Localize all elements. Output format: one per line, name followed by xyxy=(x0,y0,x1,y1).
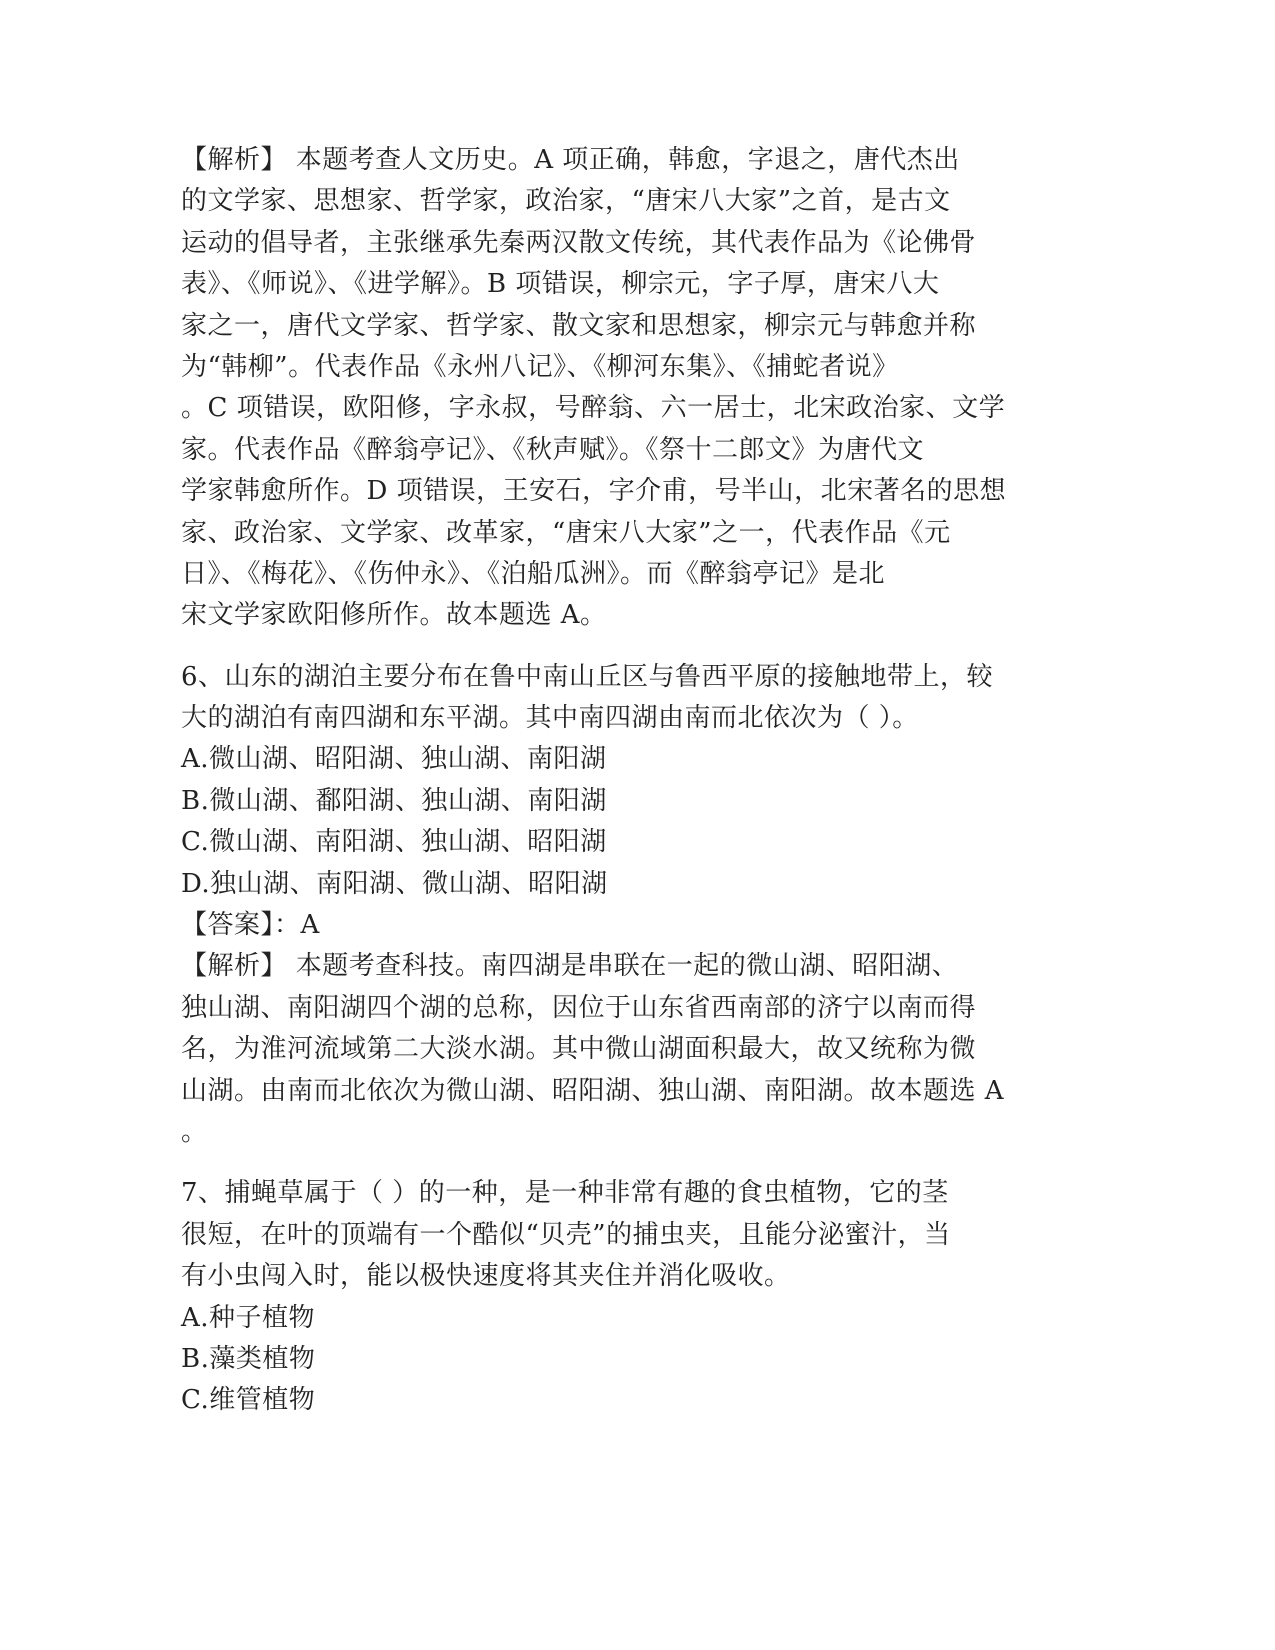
option-b: B.微山湖、鄱阳湖、独山湖、南阳湖 xyxy=(181,785,607,816)
text-line: 家之一，唐代文学家、哲学家、散文家和思想家，柳宗元与韩愈并称 xyxy=(181,310,977,341)
option-b: B.藻类植物 xyxy=(181,1343,316,1374)
paragraph-gap xyxy=(181,637,1041,657)
analysis-line: 【解析】 本题考查科技。南四湖是串联在一起的微山湖、昭阳湖、 xyxy=(181,951,959,982)
question-stem-line: 7、捕蝇草属于（ ）的一种，是一种非常有趣的食虫植物，它的茎 xyxy=(181,1178,949,1209)
text-line: 。C 项错误，欧阳修，字永叔，号醉翁、六一居士，北宋政治家、文学 xyxy=(181,393,1006,424)
paragraph-gap xyxy=(181,1153,1041,1173)
question-stem-line: 很短，在叶的顶端有一个酷似“贝壳”的捕虫夹，且能分泌蜜汁，当 xyxy=(181,1219,951,1250)
analysis-line: 独山湖、南阳湖四个湖的总称，因位于山东省西南部的济宁以南而得 xyxy=(181,992,977,1023)
option-c: C.维管植物 xyxy=(181,1385,316,1416)
text-line: 学家韩愈所作。D 项错误，王安石，字介甫，号半山，北宋著名的思想 xyxy=(181,476,1007,507)
analysis-line: 。 xyxy=(181,1116,208,1147)
question-stem-line: 6、山东的湖泊主要分布在鲁中南山丘区与鲁西平原的接触地带上，较 xyxy=(181,661,994,692)
option-d: D.独山湖、南阳湖、微山湖、昭阳湖 xyxy=(181,868,608,899)
text-line: 家、政治家、文学家、改革家，“唐宋八大家”之一，代表作品《元 xyxy=(181,517,951,548)
text-line: 宋文学家欧阳修所作。故本题选 A。 xyxy=(181,600,607,631)
question-7 xyxy=(181,1173,1041,1421)
text-line: 【解析】 本题考查人文历史。A 项正确，韩愈，字退之，唐代杰出 xyxy=(181,145,960,175)
text-line: 表》、《师说》、《进学解》。B 项错误，柳宗元，字子厚，唐宋八大 xyxy=(181,269,940,300)
analysis-line: 名，为淮河流域第二大淡水湖。其中微山湖面积最大，故又统称为微 xyxy=(181,1034,977,1065)
question-stem-line: 大的湖泊有南四湖和东平湖。其中南四湖由南而北依次为（ ）。 xyxy=(181,703,919,734)
option-a: A.种子植物 xyxy=(181,1302,316,1333)
analysis-block-q5 xyxy=(181,140,1041,637)
text-line: 日》、《梅花》、《伤仲永》、《泊船瓜洲》。而《醉翁亭记》是北 xyxy=(181,558,886,589)
question-stem-line: 有小虫闯入时，能以极快速度将其夹住并消化吸收。 xyxy=(181,1261,791,1292)
text-line: 为“韩柳”。代表作品《永州八记》、《柳河东集》、《捕蛇者说》 xyxy=(181,351,899,382)
document-page xyxy=(181,140,1041,1422)
text-line: 的文学家、思想家、哲学家，政治家，“唐宋八大家”之首，是古文 xyxy=(181,186,951,217)
option-a: A.微山湖、昭阳湖、独山湖、南阳湖 xyxy=(181,744,607,775)
analysis-line: 山湖。由南而北依次为微山湖、昭阳湖、独山湖、南阳湖。故本题选 A xyxy=(181,1075,1005,1106)
option-c: C.微山湖、南阳湖、独山湖、昭阳湖 xyxy=(181,827,607,858)
text-line: 家。代表作品《醉翁亭记》、《秋声赋》。《祭十二郎文》为唐代文 xyxy=(181,434,925,465)
question-6 xyxy=(181,657,1041,1154)
answer-line: 【答案】：A xyxy=(181,910,320,941)
text-line: 运动的倡导者，主张继承先秦两汉散文传统，其代表作品为《论佛骨 xyxy=(181,227,977,258)
